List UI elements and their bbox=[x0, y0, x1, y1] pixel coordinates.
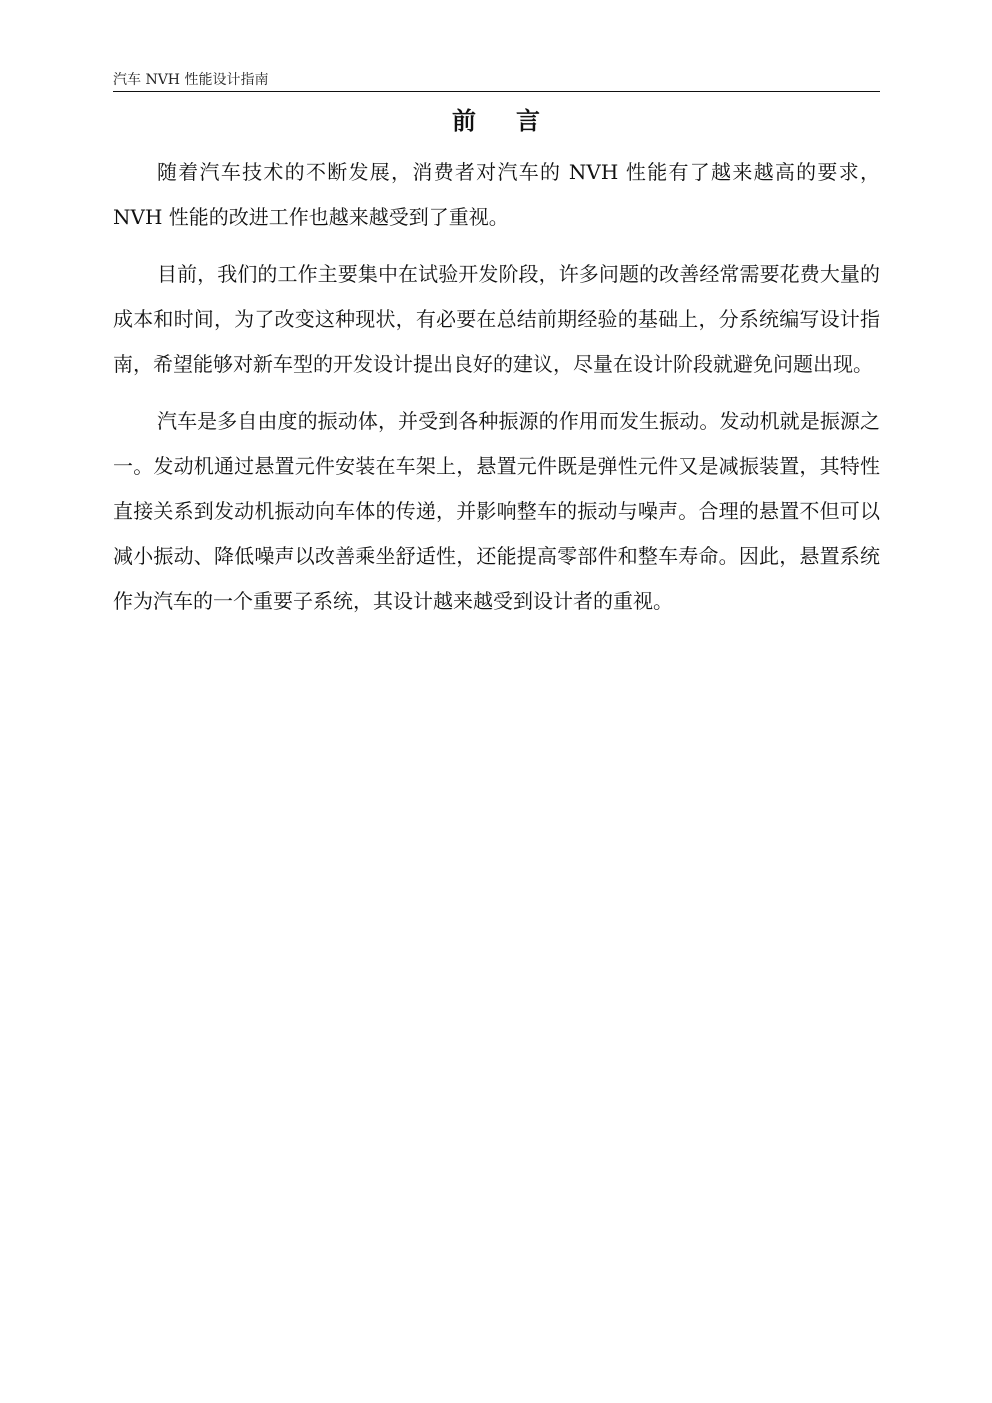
running-header: 汽车 NVH 性能设计指南 bbox=[113, 72, 269, 88]
header-divider bbox=[113, 91, 880, 92]
paragraph-1: 随着汽车技术的不断发展，消费者对汽车的 NVH 性能有了越来越高的要求，NVH 性能的改进工作也越来越受到了重视。 bbox=[113, 160, 880, 229]
paragraph-3: 汽车是多自由度的振动体，并受到各种振源的作用而发生振动。发动机就是振源之一。发动机通过悬置元件安装在车架上，悬置元件既是弹性元件又是减振装置，其特性直接关系到发动机振动向车体的传递，并影响整车的振动与噪声。合理的悬置不但可以减小振动、降低噪声以改善乘坐舒适性，还能提高零部件和整车寿命。因此，悬置系统作为汽车的一个重要子系统，其设计越来越受到设计者的重视。 bbox=[113, 409, 880, 613]
body-text bbox=[113, 150, 880, 624]
page-title: 前言 bbox=[452, 106, 580, 135]
paragraph-2: 目前，我们的工作主要集中在试验开发阶段，许多问题的改善经常需要花费大量的成本和时间，为了改变这种现状，有必要在总结前期经验的基础上，分系统编写设计指南，希望能够对新车型的开发设计提出良好的建议，尽量在设计阶段就避免问题出现。 bbox=[113, 262, 880, 376]
